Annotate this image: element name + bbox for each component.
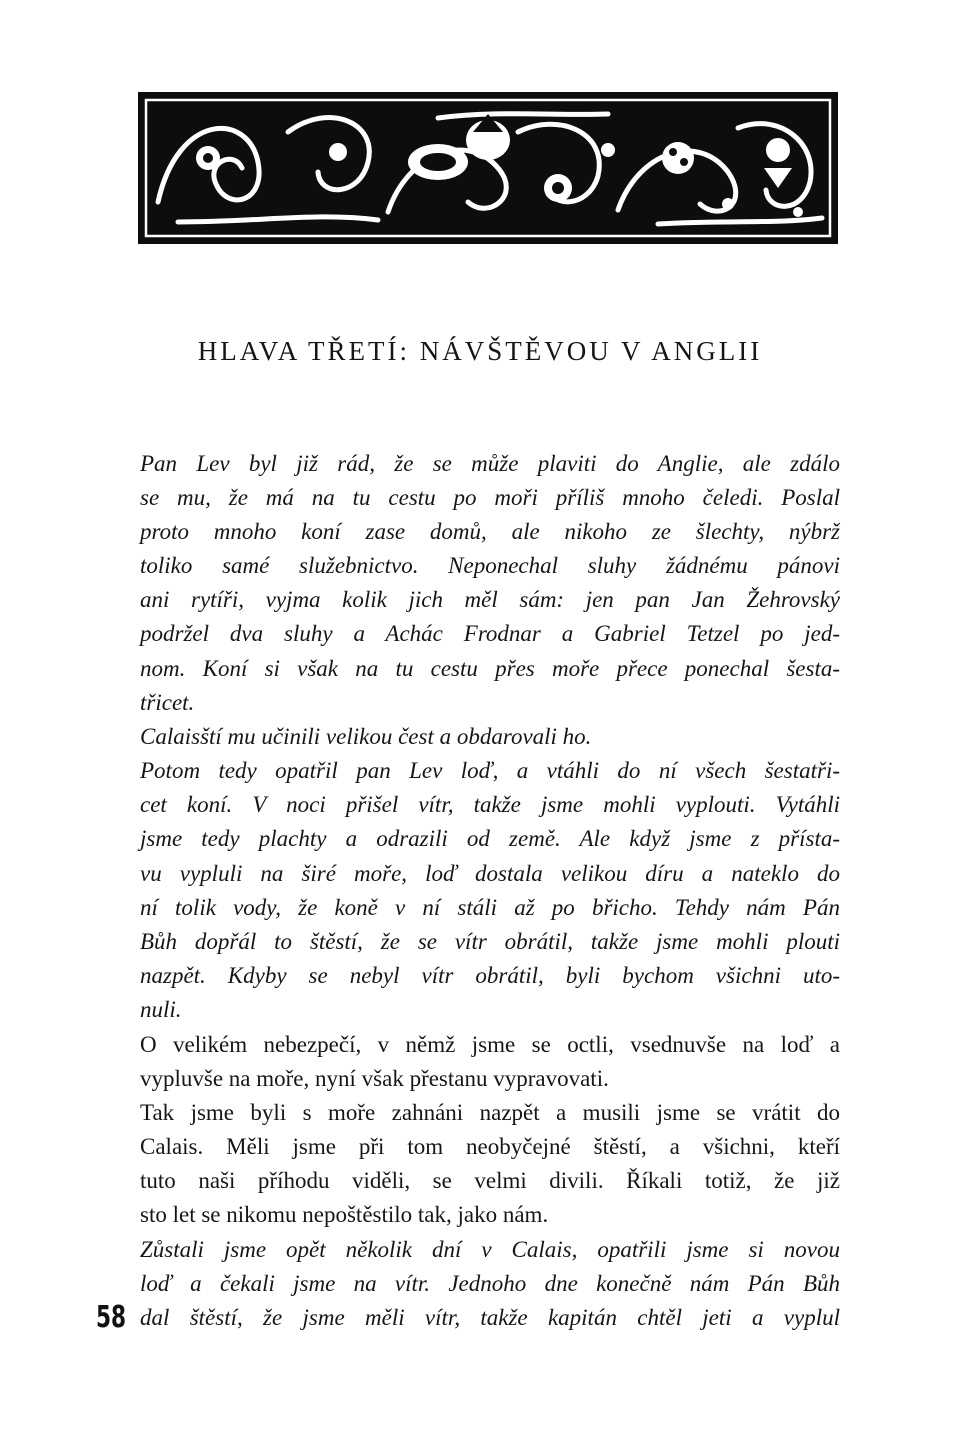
text-line: nom. Koní si však na tu cestu přes moře přece ponechal šesta- xyxy=(140,656,840,681)
text-line: Tak jsme byli s moře zahnáni nazpět a musili jsme se vrátit do xyxy=(140,1100,840,1125)
text-line: O velikém nebezpečí, v němž jsme se octli, vsednuvše na loď a xyxy=(140,1032,840,1057)
text-line: proto mnoho koní zase domů, ale nikoho ze šlechty, nýbrž xyxy=(140,519,840,544)
chapter-title: HLAVA TŘETÍ: NÁVŠTĚVOU V ANGLII xyxy=(197,336,763,366)
text-line: Calais. Měli jsme při tom neobyčejné štěstí, a všichni, kteří xyxy=(140,1134,840,1159)
text-line: ní tolik vody, že koně v ní stáli až po břicho. Tehdy nám Pán xyxy=(140,895,840,920)
text-line: nazpět. Kdyby se nebyl vítr obrátil, byli bychom všichni uto- xyxy=(140,963,840,988)
text-line: Pan Lev byl již rád, že se může plaviti do Anglie, ale zdálo xyxy=(140,451,840,476)
text-line: Calaisští mu učinili velikou čest a obdarovali ho. xyxy=(140,724,592,749)
text-line: nuli. xyxy=(140,997,182,1022)
text-line: sto let se nikomu nepoštěstilo tak, jako nám. xyxy=(140,1202,549,1227)
text-line: toliko samé služebnictvo. Neponechal sluhy žádnému pánovi xyxy=(140,553,840,578)
text-line: Bůh dopřál to štěstí, že se vítr obrátil, takže jsme mohli plouti xyxy=(140,929,840,954)
text-line: ani rytíři, vyjma kolik jich měl sám: jen pan Jan Žehrovský xyxy=(140,587,840,612)
text-line: vypluvše na moře, nyní však přestanu vypravovati. xyxy=(140,1066,609,1091)
page-number: 58 xyxy=(96,1300,127,1335)
text-line: Zůstali jsme opět několik dní v Calais, opatřili jsme si novou xyxy=(140,1237,840,1262)
text-line: Potom tedy opatřil pan Lev loď, a vtáhli do ní všech šestatři- xyxy=(140,758,840,783)
ornamental-header-band xyxy=(138,92,838,244)
text-line: cet koní. V noci přišel vítr, takže jsme mohli vyplouti. Vytáhli xyxy=(140,792,840,817)
text-line: jsme tedy plachty a odrazili od země. Ale když jsme z přísta- xyxy=(140,826,840,851)
text-line: dal štěstí, že jsme měli vítr, takže kapitán chtěl jeti a vyplul xyxy=(140,1305,840,1330)
text-line: tuto naši příhodu viděli, se velmi divili. Říkali totiž, že již xyxy=(140,1168,840,1193)
text-line: třicet. xyxy=(140,690,195,715)
text-line: loď a čekali jsme na vítr. Jednoho dne konečně nám Pán Bůh xyxy=(140,1271,840,1296)
text-line: podržel dva sluhy a Achác Frodnar a Gabriel Tetzel po jed- xyxy=(140,621,840,646)
text-line: vu vypluli na širé moře, loď dostala velikou díru a nateklo do xyxy=(140,861,840,886)
text-line: se mu, že má na tu cestu po moři příliš mnoho čeledi. Poslal xyxy=(140,485,840,510)
